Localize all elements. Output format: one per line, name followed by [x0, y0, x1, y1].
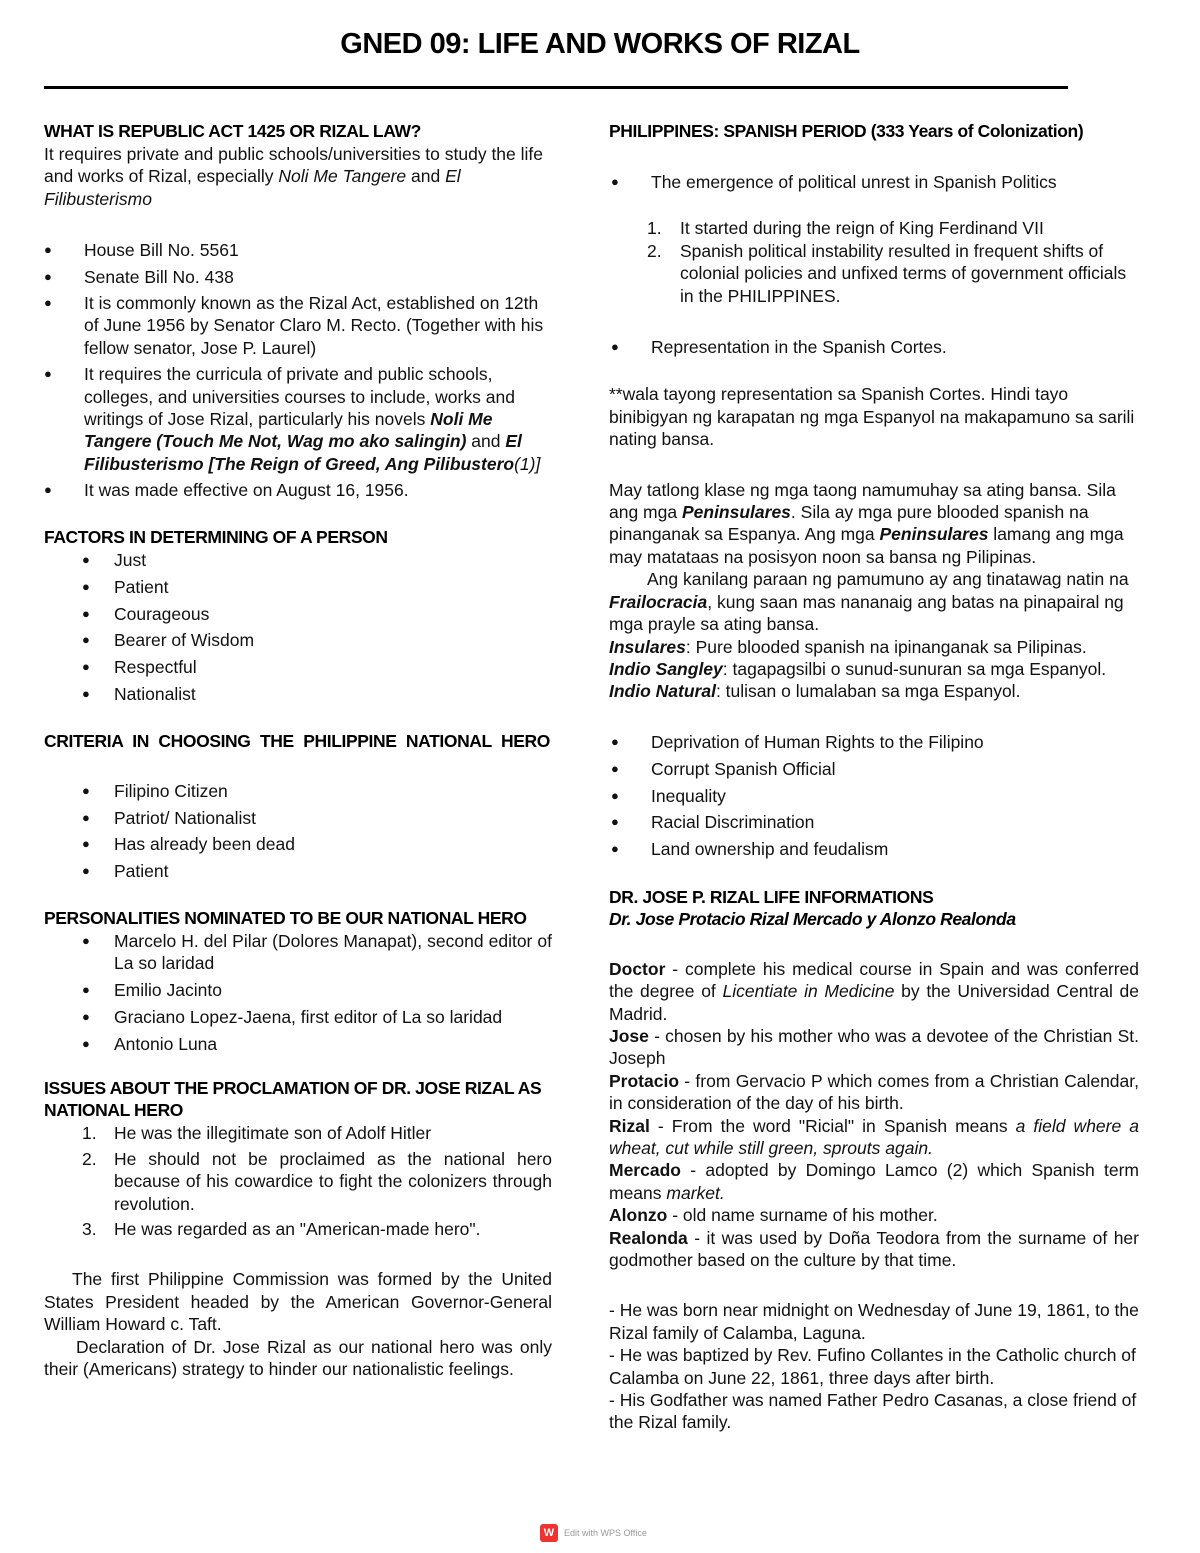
list-item: 1. He was the illegitimate son of Adolf Hitler [82, 1123, 432, 1144]
list-item: ● Emilio Jacinto [44, 979, 552, 1001]
mercado-entry: Mercado - adopted by Domingo Lamco (2) which Spanish term means market. [609, 1160, 1139, 1203]
list-item: ● It was made effective on August 16, 1956. [44, 479, 552, 501]
birth-fact: - His Godfather was named Father Pedro Casanas, a close friend of the Rizal family. [609, 1390, 1137, 1433]
criteria-list [44, 780, 552, 883]
list-item: ● Racial Discrimination [609, 811, 1139, 833]
list-item: ● Just [44, 549, 552, 571]
page-title: GNED 09: LIFE AND WORKS OF RIZAL [340, 28, 860, 60]
list-item: ● Has already been dead [44, 833, 552, 855]
rizal-law-list [44, 239, 552, 501]
birth-facts [609, 1299, 1139, 1433]
declaration-paragraph: Declaration of Dr. Jose Rizal as our national hero was only their (Americans) strategy to hinder our nationalistic feelings. [44, 1336, 552, 1379]
list-item: 3. He was regarded as an "American-made hero". [82, 1218, 481, 1239]
indio-sangley-line: Indio Sangley: tagapagsilbi o sunud-sunuran sa mga Espanyol. [609, 658, 1107, 679]
list-item: ● Courageous [44, 603, 552, 625]
list-item: ● The emergence of political unrest in Spanish Politics [609, 171, 1139, 193]
list-item: 2. Spanish political instability resulted in frequent shifts of colonial policies and unfixed terms of government officials in the PHILIPPINES. [647, 240, 1127, 306]
list-item: ● Nationalist [44, 683, 552, 705]
section-heading-factors: FACTORS IN DETERMINING OF A PERSON [44, 526, 388, 547]
rizal-law-intro: It requires private and public schools/universities to study the life and works of Rizal, especially Noli Me Tangere and El Filibusterismo [44, 144, 544, 209]
list-item: ● Patriot/ Nationalist [44, 807, 552, 829]
list-item: ● Patient [44, 860, 552, 882]
cortes-note: **wala tayong representation sa Spanish Cortes. Hindi tayo binibigyan ng karapatan ng mga Espanyol na makapamuno sa sarili nating bansa. [609, 384, 1135, 450]
list-item: ● It requires the curricula of private and public schools, colleges, and universities courses to include, works and writings of Jose Rizal, particularly his novels Noli Me Tangere (Touch Me Not, Wag mo ako salingin) and El Filibusterismo [The Reign of Greed, Ang Pilibustero(1)] [44, 363, 552, 475]
list-item: ● Bearer of Wisdom [44, 629, 552, 651]
insulares-line: Insulares: Pure blooded spanish na ipinanganak sa Pilipinas. [609, 636, 1087, 657]
rizal-entry: Rizal - From the word "Ricial" in Spanish means a field where a wheat, cut while still green, sprouts again. [609, 1115, 1139, 1158]
personalities-list [44, 930, 552, 1056]
list-item: ● Deprivation of Human Rights to the Filipino [609, 731, 1139, 753]
doctor-entry: Doctor - complete his medical course in Spain and was conferred the degree of Licentiate in Medicine by the Universidad Central de Madrid. [609, 958, 1140, 1024]
rizal-full-name: Dr. Jose Protacio Rizal Mercado y Alonzo Realonda [609, 908, 1016, 929]
factors-list [44, 549, 552, 706]
title-divider [44, 86, 1068, 89]
indio-natural-line: Indio Natural: tulisan o lumalaban sa mga Espanyol. [609, 681, 1021, 702]
classes-paragraph: May tatlong klase ng mga taong namumuhay sa ating bansa. Sila ang mga Peninsulares. Sila ay mga pure blooded spanish na pinanganak sa Espanya. Ang mga Peninsulares lamang ang mga may matataas na posisyon noon sa bansa ng Pilipinas. [609, 479, 1124, 567]
list-item: ● Inequality [609, 785, 1139, 807]
section-heading-rizal-life: DR. JOSE P. RIZAL LIFE INFORMATIONS [609, 886, 934, 907]
wps-edit-label: Edit with WPS Office [564, 1528, 647, 1538]
section-heading-criteria: CRITERIA IN CHOOSING THE PHILIPPINE NATIONAL HERO [44, 730, 550, 751]
protacio-entry: Protacio - from Gervacio P which comes from a Christian Calendar, in consideration of the day of his birth. [609, 1070, 1139, 1114]
left-column [44, 120, 552, 1380]
jose-entry: Jose - chosen by his mother who was a devotee of the Christian St. Joseph [609, 1025, 1139, 1069]
section-heading-personalities: PERSONALITIES NOMINATED TO BE OUR NATIONAL HERO [44, 907, 527, 928]
birth-fact: - He was baptized by Rev. Fufino Collantes in the Catholic church of Calamba on June 22, 1861, three days after birth. [609, 1345, 1136, 1388]
list-item: ● Senate Bill No. 438 [44, 266, 552, 288]
list-item: ● Respectful [44, 656, 552, 678]
list-item: ● Marcelo H. del Pilar (Dolores Manapat), second editor of La so laridad [44, 930, 552, 975]
spanish-period-sublist [609, 217, 1139, 307]
right-column [609, 120, 1139, 1434]
wps-logo-icon: W [540, 1524, 558, 1542]
birth-fact: - He was born near midnight on Wednesday of June 19, 1861, to the Rizal family of Calamba, Laguna. [609, 1300, 1139, 1343]
list-item: ● Filipino Citizen [44, 780, 552, 802]
list-item: 1. It started during the reign of King Ferdinand VII [647, 218, 1044, 239]
section-heading-issues: ISSUES ABOUT THE PROCLAMATION OF DR. JOSE RIZAL AS NATIONAL HERO [44, 1078, 542, 1121]
realonda-entry: Realonda - it was used by Doña Teodora from the surname of her godmother based on the culture by that time. [609, 1227, 1139, 1271]
spanish-period-list [609, 171, 1139, 193]
commission-paragraph: The first Philippine Commission was formed by the United States President headed by the American Governor-General William Howard c. Taft. [44, 1269, 552, 1335]
list-item: ● Patient [44, 576, 552, 598]
wps-watermark[interactable] [540, 1524, 647, 1542]
list-item: ● Graciano Lopez-Jaena, first editor of La so laridad [44, 1006, 552, 1028]
name-meanings [609, 958, 1139, 1272]
list-item: ● It is commonly known as the Rizal Act, established on 12th of June 1956 by Senator Claro M. Recto. (Together with his fellow senator, Jose P. Laurel) [44, 292, 552, 359]
section-heading-rizal-law: WHAT IS REPUBLIC ACT 1425 OR RIZAL LAW? [44, 121, 421, 141]
cortes-list [609, 336, 1139, 358]
frailocracia-paragraph: Ang kanilang paraan ng pamumuno ay ang tinatawag natin na Frailocracia, kung saan mas nananaig ang batas na pinapairal ng mga prayle sa ating bansa. [609, 569, 1129, 635]
list-item: ● Representation in the Spanish Cortes. [609, 336, 1139, 358]
list-item: ● Antonio Luna [44, 1033, 552, 1055]
colonial-issues-list [609, 731, 1139, 861]
list-item: ● House Bill No. 5561 [44, 239, 552, 261]
issues-list [44, 1122, 552, 1240]
list-item: ● Land ownership and feudalism [609, 838, 1139, 860]
list-item: ● Corrupt Spanish Official [609, 758, 1139, 780]
section-heading-spanish-period: PHILIPPINES: SPANISH PERIOD (333 Years of Colonization) [609, 121, 1084, 141]
list-item: 2. He should not be proclaimed as the national hero because of his cowardice to fight the colonizers through revolution. [82, 1148, 552, 1214]
alonzo-entry: Alonzo - old name surname of his mother. [609, 1205, 938, 1226]
